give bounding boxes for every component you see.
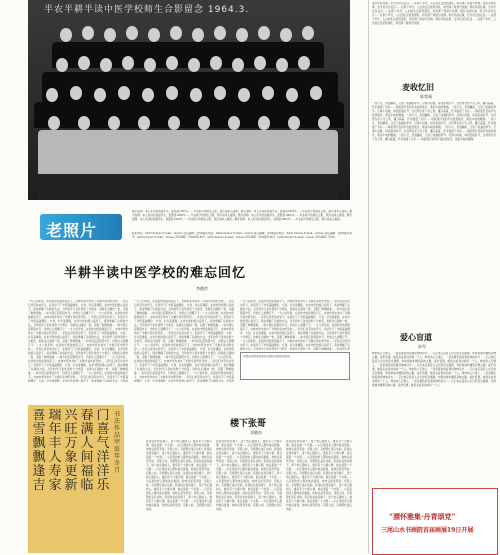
calligraphy-column-1: 喜雪飘飘逢吉 (32, 409, 46, 493)
sidebar-article3-author: 孙军 (418, 344, 426, 349)
info-box-text: 李德彦李德彦李德彦李德彦李德彦李德彦 (243, 355, 290, 358)
bottom-article-author: 刘晓东 (250, 430, 262, 435)
promo-subtitle: 三尾山水书画院首届画展19日开展 (381, 527, 474, 534)
calligraphy-column-5: 门喜气洋洋乐 (96, 409, 110, 493)
calligraphy-artwork (28, 405, 124, 553)
promo-title: “漂怀雅集·丹青颂党” (389, 512, 456, 521)
main-article-title: 半耕半读中医学校的难忘回忆 (64, 266, 247, 281)
main-article-info-box (240, 352, 350, 380)
photo-caption-block: 题字说明：本人系该校首届学生，此照是1965年……毕业前夕的师生合影，照片由本人提供。题字说明：本人系该校首届学生，此照是1965年……毕业前夕的师生合影，照片由本人提供。题字说明：本人系该校首届学生，此照是1965年……毕业前夕的师生合影，照片由本人提供。题字说明：本人系该校首届学生，此照是1965年……毕业前夕的师生合影，照片由本人提供。题字说明：本人系该校首届学生，此照是1965年……毕业前夕的师生合影，照片由本人提供。题字说明：本人系该校首届学生，此照是1965年……毕业前夕的师生合影，照片由本人提供。 (132, 210, 352, 221)
main-article-col-3: 一九六四年秋，在党的中医政策指引下，吉林市率先举办了半耕半读中医学校……学员们边劳动边学习，系统学习了中医基础理论、方剂、针灸等课程，在老中医的悉心指导下，逐步掌握了诊病的方法。当年的学习条件虽然十分艰苦，但师生们团结一致，克服了种种困难……如今回忆起那段岁月，仍然让人感慨万千。一九六四年秋，在党的中医政策指引下，吉林市率先举办了半耕半读中医学校……学员们边劳动边学习，系统学习了中医基础理论、方剂、针灸等课程，在老中医的悉心指导下，逐步掌握了诊病的方法。当年的学习条件虽然十分艰苦，但师生们团结一致，克服了种种困难……如今回忆起那段岁月，仍然让人感慨万千。一九六四年秋，在党的中医政策指引下，吉林市率先举办了半耕半读中医学校……学员们边劳动边学习，系统学习了中医基础理论、方剂、针灸等课程，在老中医的悉心指导下，逐步掌握了诊病的方法。当年的学习条件虽然十分艰苦，但师生们团结一致，克服了种种困难……如今回忆起那段岁月，仍然让人感慨万千。一九六四年秋，在党的中医政策指引下，吉林市率先举办了半耕半读中医学校……学员们边劳动边学习，系统学习了中医基础理论、方剂、针灸等课程，在老中医的悉心指导下，逐步掌握了诊病的方法。当年的学习条件虽然十分艰苦，但师生们团结一致，克服了种种困难……如今回忆起 (240, 300, 350, 350)
sidebar-top-text: 那些年的往事，至今仍历历在目……在那个年代，人们的生活虽然清贫，却充满了希望与热情。那些年的往事，至今仍历历在目……在那个年代，人们的生活虽然清贫，却充满了希望与热情。那些年的往事，至今仍历历在目……在那个年代，人们的生活虽然清贫，却充满了希望与热情。那些年的往事，至今仍历历在目……在那个年代，人们的生活虽然清贫，却充满了希望与热情。那些年的往事，至今仍历历在目……在那个年代，人们的生活虽然清贫，却充满了希望与热情。那些年的往事，至今仍历历在目……在那个年代，人们的生活虽然清贫，却充满了希望与热情。 (372, 2, 496, 25)
calligraphy-column-3: 兴旺万象更新 (64, 409, 78, 493)
calligraphy-column-4: 春满人间福临 (80, 409, 94, 493)
main-article-col-2: 一九六四年秋，在党的中医政策指引下，吉林市率先举办了半耕半读中医学校……学员们边劳动边学习，系统学习了中医基础理论、方剂、针灸等课程，在老中医的悉心指导下，逐步掌握了诊病的方法。当年的学习条件虽然十分艰苦，但师生们团结一致，克服了种种困难……如今回忆起那段岁月，仍然让人感慨万千。一九六四年秋，在党的中医政策指引下，吉林市率先举办了半耕半读中医学校……学员们边劳动边学习，系统学习了中医基础理论、方剂、针灸等课程，在老中医的悉心指导下，逐步掌握了诊病的方法。当年的学习条件虽然十分艰苦，但师生们团结一致，克服了种种困难……如今回忆起那段岁月，仍然让人感慨万千。一九六四年秋，在党的中医政策指引下，吉林市率先举办了半耕半读中医学校……学员们边劳动边学习，系统学习了中医基础理论、方剂、针灸等课程，在老中医的悉心指导下，逐步掌握了诊病的方法。当年的学习条件虽然十分艰苦，但师生们团结一致，克服了种种困难……如今回忆起那段岁月，仍然让人感慨万千。一九六四年秋，在党的中医政策指引下，吉林市率先举办了半耕半读中医学校……学员们边劳动边学习，系统学习了中医基础理论、方剂、针灸等课程，在老中医的悉心指导下，逐步掌握了诊病的方法。当年的学习条件虽然十分艰苦，但师生们团结一致，克服了种种困难……如今回忆起那段岁月，仍然让人感慨万千。一九六四年秋，在党的中医政策指引下，吉林市率先举办了半耕半读中医学校……学员们边劳动边学习，系统学习了中医基础理论、方剂、针灸等课程，在老中医的悉心指导下，逐步掌握了诊病的方法。当年的学习条件虽然十分艰苦，但师生们团结一致，克服了种种困难……如今回忆起那段岁月，仍然让人感慨万千。一九六四年秋，在党的中医政策指引下，吉林市率先举办了半耕半读中医学校……学员们边劳动边学习，系统学习了中医基础理论、方剂、针灸等课程，在老中医的悉心指导下，逐步掌握了诊病的方法。当年的 (134, 300, 234, 382)
sidebar-article3-body: 城市的人行道上，一条条黄色的盲道延伸向远方……它们本应是盲人出行的安全通道，却常常被车辆和杂物占据。爱护盲道，就是关爱身边的每一个人。城市的人行道上，一条条黄色的盲道延伸向远方……它们本应是盲人出行的安全通道，却常常被车辆和杂物占据。爱护盲道，就是关爱身边的每一个人。城市的人行道上，一条条黄色的盲道延伸向远方……它们本应是盲人出行的安全通道，却常常被车辆和杂物占据。爱护盲道，就是关爱身边的每一个人。城市的人行道上，一条条黄色的盲道延伸向远方……它们本应是盲人出行的安全通道，却常常被车辆和杂物占据。爱护盲道，就是关爱身边的每一个人。城市的人行道上，一条条黄色的盲道延伸向远方……它们本应是盲人出行的安全通道，却常常被车辆和杂物占据。爱护盲道，就是关爱身边的每一个人。城市的人行道上，一条条黄色的盲道延伸向远方……它们本应是盲人出行的安全通道，却常常被车辆和杂物占据。爱护盲道，就是关爱身边的每一个人。 (372, 352, 496, 387)
banner-label: 老照片 (46, 221, 98, 240)
historic-class-photo (28, 0, 350, 200)
bottom-article-col-2: 张哥住在我家楼下，是个热心肠的人。谁家有个大事小情，他总是第一个出现……小区里的老人都叫他活雷锋，他却总是笑笑说：邻里之间，互相帮忙是应该的。张哥住在我家楼下，是个热心肠的人。谁家有个大事小情，他总是第一个出现……小区里的老人都叫他活雷锋，他却总是笑笑说：邻里之间，互相帮忙是应该的。张哥住在我家楼下，是个热心肠的人。谁家有个大事小情，他总是第一个出现……小区里的老人都叫他活雷锋，他却总是笑笑说：邻里之间，互相帮忙是应该的。张哥住在我家楼下，是个热心肠的人。谁家有个大事小情，他总是第一个出现……小区里的老人都叫他活雷锋，他却总是笑笑说：邻里之间，互相帮忙是应该的。张哥住在我家楼下，是个热心肠的人。谁家有个大事小情，他总是第一个出现……小区里的老人都叫他活雷锋，他却总是笑笑说：邻里之间，互相帮忙是应该的。张哥住在我家楼下，是个热心肠的人。谁家有个大事小情，他总是第一个出现……小区里的老人都叫他活雷锋，他却总是笑笑说：邻里之间，互相帮忙是应该的。 (216, 440, 282, 511)
sidebar-article2-body: 一到六月，麦浪翻滚，又到了收割的季节。记得小时候，每到麦收时节，全村男女老少齐上阵，镰刀霍霍，汗水湿透了衣衫……场院里打麦的声音此起彼伏，那是丰收的歌唱。一到六月，麦浪翻滚，又到了收割的季节。记得小时候，每到麦收时节，全村男女老少齐上阵，镰刀霍霍，汗水湿透了衣衫……场院里打麦的声音此起彼伏，那是丰收的歌唱。一到六月，麦浪翻滚，又到了收割的季节。记得小时候，每到麦收时节，全村男女老少齐上阵，镰刀霍霍，汗水湿透了衣衫……场院里打麦的声音此起彼伏，那是丰收的歌唱。一到六月，麦浪翻滚，又到了收割的季节。记得小时候，每到麦收时节，全村男女老少齐上阵，镰刀霍霍，汗水湿透了衣衫……场院里打麦的声音此起彼伏，那是丰收的歌唱。一到六月，麦浪翻滚，又到了收割的季节。记得小时候，每到麦收时节，全村男女老少齐上阵，镰刀霍霍，汗水湿透了衣衫……场院里打麦的声音此起彼伏，那是丰收的歌唱。一到六月，麦浪翻滚，又到了收割的季节。记得小时候，每到麦收时节，全村男女老少齐上阵，镰刀霍霍，汗水湿透了衣衫……场院里打麦的声音此起彼伏，那是丰收的歌唱。 (372, 102, 496, 141)
bottom-article-title: 楼下张哥 (230, 419, 267, 429)
sidebar-article3-title: 爱心盲道 (400, 332, 432, 342)
main-article-author: 李德彦 (196, 286, 208, 291)
sidebar-article2-author: 陈希瑞 (420, 94, 432, 99)
main-article-col-1: 一九六四年秋，在党的中医政策指引下，吉林市率先举办了半耕半读中医学校……学员们边劳动边学习，系统学习了中医基础理论、方剂、针灸等课程，在老中医的悉心指导下，逐步掌握了诊病的方法。当年的学习条件虽然十分艰苦，但师生们团结一致，克服了种种困难……如今回忆起那段岁月，仍然让人感慨万千。一九六四年秋，在党的中医政策指引下，吉林市率先举办了半耕半读中医学校……学员们边劳动边学习，系统学习了中医基础理论、方剂、针灸等课程，在老中医的悉心指导下，逐步掌握了诊病的方法。当年的学习条件虽然十分艰苦，但师生们团结一致，克服了种种困难……如今回忆起那段岁月，仍然让人感慨万千。一九六四年秋，在党的中医政策指引下，吉林市率先举办了半耕半读中医学校……学员们边劳动边学习，系统学习了中医基础理论、方剂、针灸等课程，在老中医的悉心指导下，逐步掌握了诊病的方法。当年的学习条件虽然十分艰苦，但师生们团结一致，克服了种种困难……如今回忆起那段岁月，仍然让人感慨万千。一九六四年秋，在党的中医政策指引下，吉林市率先举办了半耕半读中医学校……学员们边劳动边学习，系统学习了中医基础理论、方剂、针灸等课程，在老中医的悉心指导下，逐步掌握了诊病的方法。当年的学习条件虽然十分艰苦，但师生们团结一致，克服了种种困难……如今回忆起那段岁月，仍然让人感慨万千。一九六四年秋，在党的中医政策指引下，吉林市率先举办了半耕半读中医学校……学员们边劳动边学习，系统学习了中医基础理论、方剂、针灸等课程，在老中医的悉心指导下，逐步掌握了诊病的方法。当年的学习条件虽然十分艰苦，但师生们团结一致，克服了种种困难……如今回忆起那段岁月，仍然让人感慨万千。一九六四年秋，在党的中医政策指引下，吉林市率先举办了半耕半读中医学校……学员们边劳动边学习，系统学习了中医基础理论、方剂、针灸等课程，在老中医的悉心指导下，逐步掌握了诊病的方法。当年的 (28, 300, 128, 382)
bottom-article-col-3: 张哥住在我家楼下，是个热心肠的人。谁家有个大事小情，他总是第一个出现……小区里的老人都叫他活雷锋，他却总是笑笑说：邻里之间，互相帮忙是应该的。张哥住在我家楼下，是个热心肠的人。谁家有个大事小情，他总是第一个出现……小区里的老人都叫他活雷锋，他却总是笑笑说：邻里之间，互相帮忙是应该的。张哥住在我家楼下，是个热心肠的人。谁家有个大事小情，他总是第一个出现……小区里的老人都叫他活雷锋，他却总是笑笑说：邻里之间，互相帮忙是应该的。张哥住在我家楼下，是个热心肠的人。谁家有个大事小情，他总是第一个出现……小区里的老人都叫他活雷锋，他却总是笑笑说：邻里之间，互相帮忙是应该的。张哥住在我家楼下，是个热心肠的人。谁家有个大事小情，他总是第一个出现……小区里的老人都叫他活雷锋，他却总是笑笑说：邻里之间，互相帮忙是应该的。张哥住在我家楼下，是个热心肠的人。谁家有个大事小情，他总是第一个出现……小区里的老人都叫他活雷锋，他却总是笑笑说：邻里之间，互相帮忙是应该的。 (286, 440, 352, 511)
photo-handwritten-caption: 半农半耕半读中医学校师生合影留念 1964.3. (44, 5, 250, 15)
exhibition-promo (372, 488, 498, 555)
calligraphy-column-2: 瑞年丰人寿家 (48, 409, 62, 493)
sidebar-article2-title: 麦收忆旧 (402, 82, 434, 92)
calligraphy-inscription: 书法作品 甲辰年冬月 (114, 411, 120, 474)
bottom-article-col-1: 张哥住在我家楼下，是个热心肠的人。谁家有个大事小情，他总是第一个出现……小区里的老人都叫他活雷锋，他却总是笑笑说：邻里之间，互相帮忙是应该的。张哥住在我家楼下，是个热心肠的人。谁家有个大事小情，他总是第一个出现……小区里的老人都叫他活雷锋，他却总是笑笑说：邻里之间，互相帮忙是应该的。张哥住在我家楼下，是个热心肠的人。谁家有个大事小情，他总是第一个出现……小区里的老人都叫他活雷锋，他却总是笑笑说：邻里之间，互相帮忙是应该的。张哥住在我家楼下，是个热心肠的人。谁家有个大事小情，他总是第一个出现……小区里的老人都叫他活雷锋，他却总是笑笑说：邻里之间，互相帮忙是应该的。张哥住在我家楼下，是个热心肠的人。谁家有个大事小情，他总是第一个出现……小区里的老人都叫他活雷锋，他却总是笑笑说：邻里之间，互相帮忙是应该的。张哥住在我家楼下，是个热心肠的人。谁家有个大事小情，他总是第一个出现……小区里的老人都叫他活雷锋，他却总是笑笑说：邻里之间，互相帮忙是应该的。 (146, 440, 212, 511)
old-photo-banner (40, 214, 122, 240)
editor-contact: 联系电话：0432-6xxxxx E-mail：xxxxxx 责任编辑：张XX联系电话：0432-6xxxxx E-mail：xxxxxx 责任编辑：张XX联系电话：0432-6xxxxx E-mail：xxxxxx 责任编辑：张XX联系电话：0432-6xxxxx E-mail：xxxxxx 责任编辑：张XX联系电话：0432-6xxxxx E-mail：xxxxxx 责任编辑：张XX联系电话：0432-6xxxxx E-mail：xxxxxx 责任编辑：张XX (132, 232, 352, 238)
